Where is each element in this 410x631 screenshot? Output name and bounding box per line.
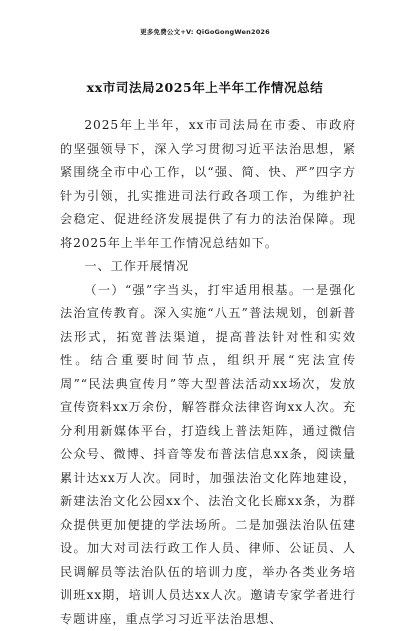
- section-heading: 一、工作开展情况: [60, 255, 356, 279]
- intro-paragraph: 2025年上半年，xx市司法局在市委、市政府的坚强领导下，深入学习贯彻习近平法治思想，紧紧围绕全市中心工作，以“强、简、快、严”四字方针为引领，扎实推进司法行政各项工作，为维护社会稳定、促进经济发展提供了有力的法治保障。现将2025年上半年工作情况总结如下。: [60, 114, 356, 255]
- document-body: [60, 114, 356, 631]
- document-title: xx市司法局2025年上半年工作情况总结: [0, 78, 410, 96]
- header-note: 更多免费公文+V: QiGoGongWen2026: [0, 27, 410, 36]
- body-paragraph: （一）“强”字当头，打牢适用根基。一是强化法治宣传教育。深入实施“八五”普法规划，创新普法形式，拓宽普法渠道，提高普法针对性和实效性。结合重要时间节点，组织开展“宪法宣传周”“民法典宣传月”等大型普法活动xx场次，发放宣传资料xx万余份，解答群众法律咨询xx人次。充分利用新媒体平台，打造线上普法矩阵，通过微信公众号、微博、抖音等发布普法信息xx条，阅读量累计达xx万人次。同时，加强法治文化阵地建设，新建法治文化公园xx个、法治文化长廊xx条，为群众提供更加便捷的学法场所。二是加强法治队伍建设。加大对司法行政工作人员、律师、公证员、人民调解员等法治队伍的培训力度，举办各类业务培训班xx期，培训人员达xx人次。邀请专家学者进行专题讲座，重点学习习近平法治思想、: [60, 279, 356, 631]
